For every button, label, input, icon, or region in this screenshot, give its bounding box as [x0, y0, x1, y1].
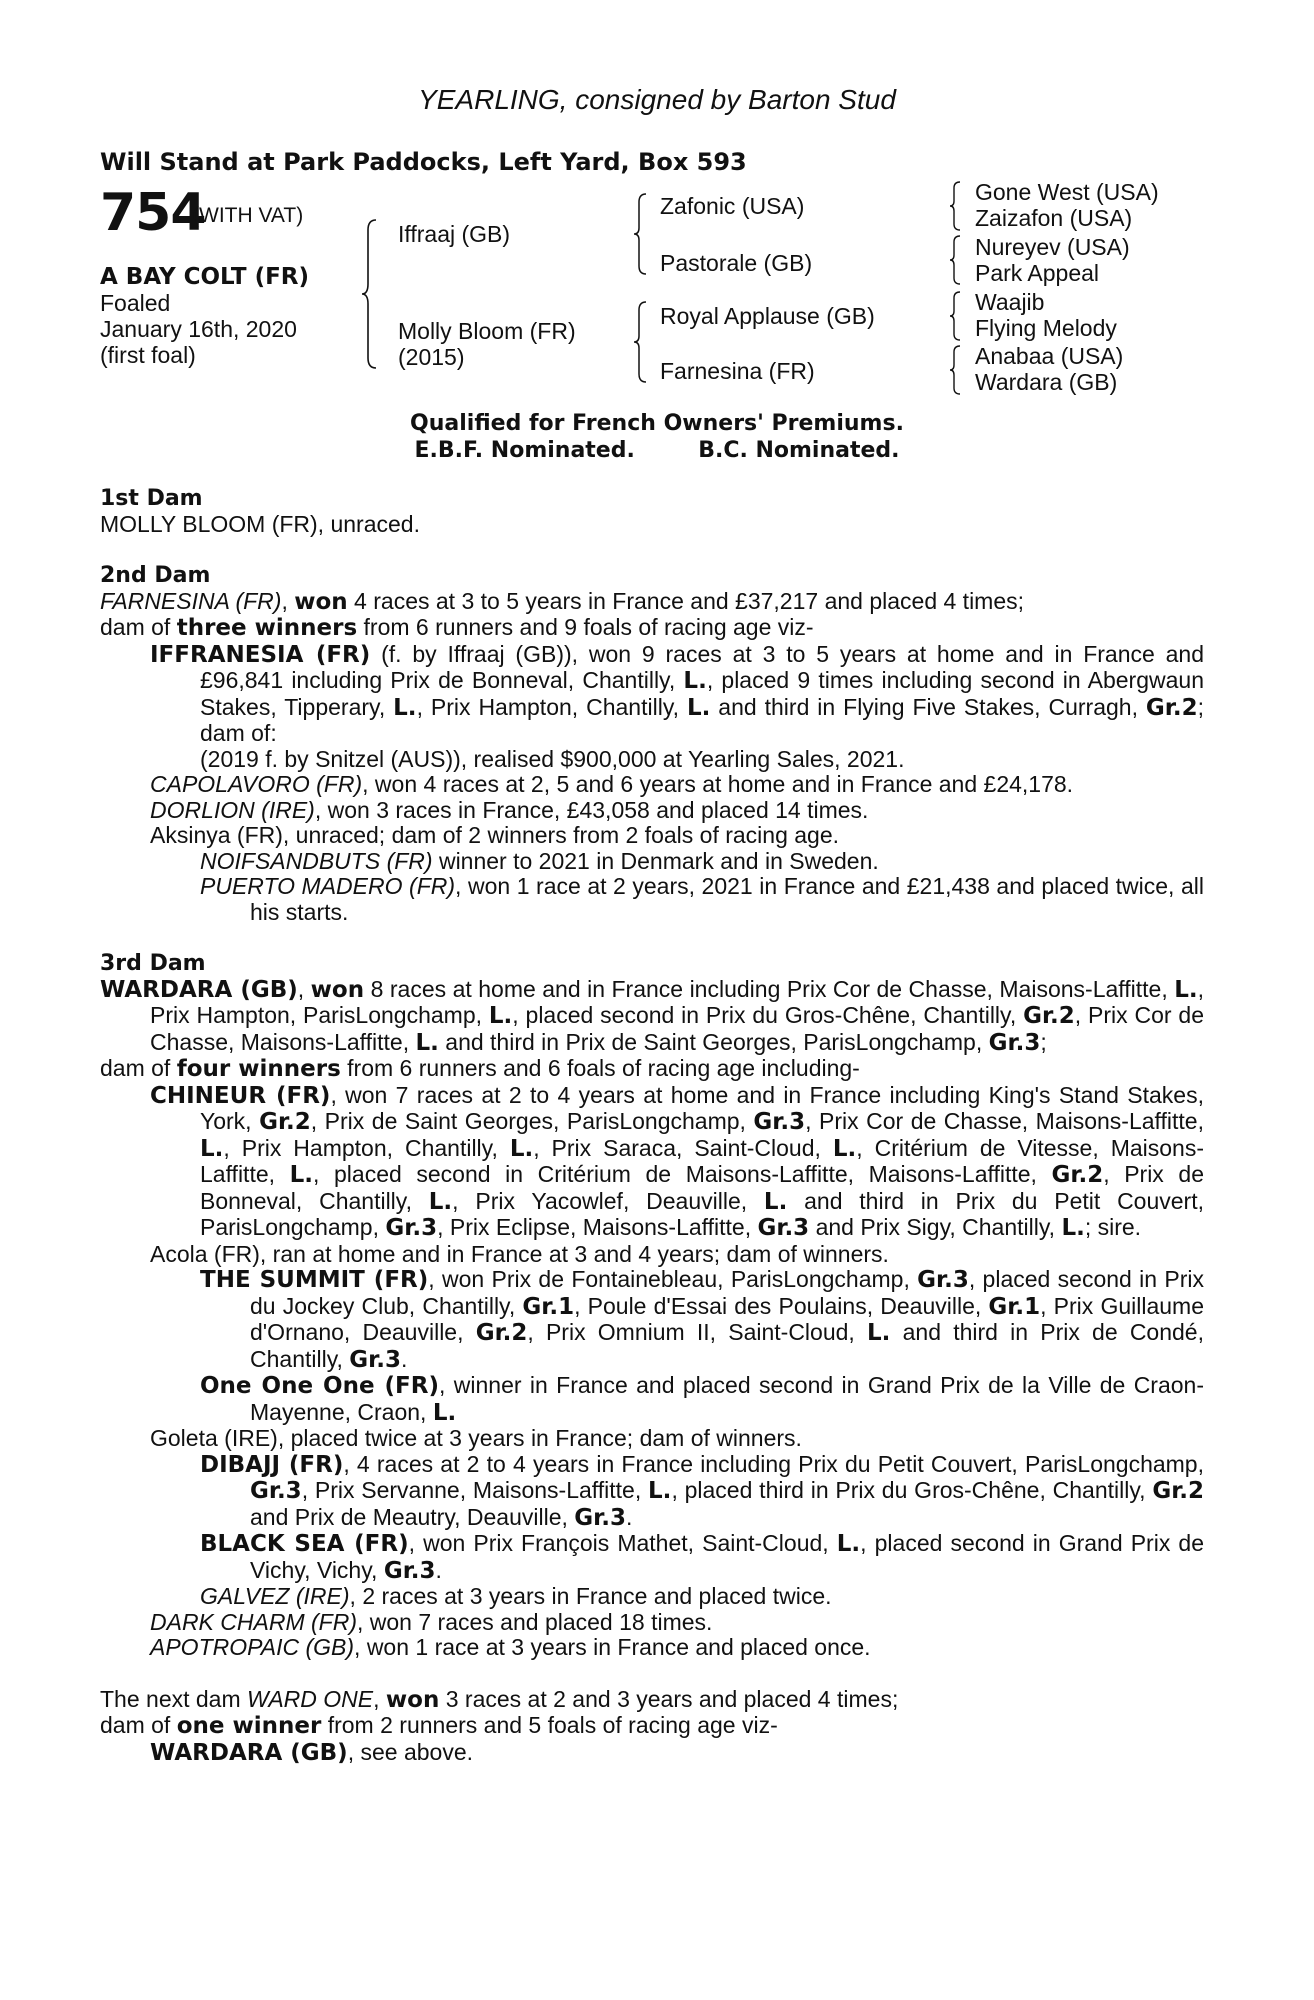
third-dam-heading: 3rd Dam	[100, 951, 206, 976]
lot-number: 754	[100, 183, 206, 243]
dam-sire: Royal Applause (GB)	[660, 303, 875, 329]
list-item: IFFRANESIA (FR) (f. by Iffraaj (GB)), won 9 races at 3 to 5 years at home and in France and £96,841 including Prix de Bonneval, Chantilly, L., placed 9 times including second in Abergwaun Stakes, Tipperary, L., Prix Hampton, Chantilly, L. and third in Flying Five Stakes, Curragh, Gr.2; dam of:	[150, 640, 1205, 746]
page-title: YEARLING, consigned by Barton Stud	[418, 84, 896, 115]
list-item: CAPOLAVORO (FR), won 4 races at 2, 5 and 6 years at home and in France and £24,178.	[150, 771, 1074, 797]
foaled-label: Foaled	[100, 290, 171, 316]
pedigree-brace-main	[360, 218, 380, 370]
grandparent-6: Flying Melody	[975, 315, 1117, 341]
list-item: BLACK SEA (FR), won Prix François Mathet, Saint-Cloud, L., placed second in Grand Prix de Vichy, Vichy, Gr.3.	[200, 1530, 1204, 1584]
list-item: (2019 f. by Snitzel (AUS)), realised $900,000 at Yearling Sales, 2021.	[200, 745, 905, 772]
vat-note: (WITH VAT)	[192, 204, 304, 227]
stand-location: Will Stand at Park Paddocks, Left Yard, Box 593	[100, 148, 747, 176]
french-premiums: Qualified for French Owners' Premiums.	[410, 411, 904, 436]
list-item: PUERTO MADERO (FR), won 1 race at 2 years, 2021 in France and £21,438 and placed twice, all his starts.	[200, 873, 1204, 925]
list-item: DIBAJJ (FR), 4 races at 2 to 4 years in France including Prix du Petit Couvert, ParisLongchamp, Gr.3, Prix Servanne, Maisons-Laffitte, L., placed third in Prix du Gros-Chêne, Chantilly, Gr.2 and Prix de Meautry, Deauville, Gr.3.	[200, 1450, 1204, 1531]
dam-year: (2015)	[398, 344, 465, 370]
grandparent-1: Gone West (USA)	[975, 179, 1159, 205]
next-dam-produce: dam of one winner from 2 runners and 5 foals of racing age viz-	[100, 1712, 778, 1739]
grandparent-4: Park Appeal	[975, 260, 1100, 286]
dam-name: Molly Bloom (FR)	[398, 318, 576, 344]
sire-sire: Zafonic (USA)	[660, 193, 805, 219]
list-item: CHINEUR (FR), won 7 races at 2 to 4 years at home and in France including King's Stand Stakes, York, Gr.2, Prix de Saint Georges, ParisLongchamp, Gr.3, Prix Cor de Chasse, Maisons-Laffitte, L., Prix Hampton, Chantilly, L., Prix Saraca, Saint-Cloud, L., Critérium de Vitesse, Maisons-Laffitte, L., placed second in Critérium de Maisons-Laffitte, Maisons-Laffitte, Gr.2, Prix de Bonneval, Chantilly, L., Prix Yacowlef, Deauville, L. and third in Prix du Petit Couvert, ParisLongchamp, Gr.3, Prix Eclipse, Maisons-Laffitte, Gr.3 and Prix Sigy, Chantilly, L.; sire.	[150, 1081, 1205, 1241]
second-dam-heading: 2nd Dam	[100, 563, 211, 588]
catalogue-body	[100, 486, 1204, 1766]
list-item: GALVEZ (IRE), 2 races at 3 years in France and placed twice.	[200, 1583, 832, 1609]
pedigree-brace-sire	[632, 192, 648, 276]
qualifications	[0, 410, 1314, 464]
grandparent-5: Waajib	[975, 289, 1045, 315]
nominations	[0, 437, 1314, 464]
pedigree-brace-g3	[948, 290, 962, 342]
first-dam-text: MOLLY BLOOM (FR), unraced.	[100, 510, 420, 537]
grandparent-3: Nureyev (USA)	[975, 234, 1130, 260]
grandparent-7: Anabaa (USA)	[975, 343, 1124, 369]
ebf-nominated: E.B.F. Nominated.	[414, 438, 635, 463]
third-dam-record: WARDARA (GB), won 8 races at home and in France including Prix Cor de Chasse, Maisons-Laffitte, L., Prix Hampton, ParisLongchamp, L., placed second in Prix du Gros-Chêne, Chantilly, Gr.2, Prix Cor de Chasse, Maisons-Laffitte, L. and third in Prix de Saint Georges, ParisLongchamp, Gr.3;	[100, 975, 1204, 1056]
pedigree-brace-g4	[948, 344, 962, 396]
pedigree-brace-g1	[948, 180, 962, 232]
list-item: DORLION (IRE), won 3 races in France, £43,058 and placed 14 times.	[150, 796, 869, 823]
list-item: THE SUMMIT (FR), won Prix de Fontainebleau, ParisLongchamp, Gr.3, placed second in Prix du Jockey Club, Chantilly, Gr.1, Poule d'Essai des Poulains, Deauville, Gr.1, Prix Guillaume d'Ornano, Deauville, Gr.2, Prix Omnium II, Saint-Cloud, L. and third in Prix de Condé, Chantilly, Gr.3.	[200, 1266, 1204, 1373]
list-item: APOTROPAIC (GB), won 1 race at 3 years in France and placed once.	[150, 1634, 871, 1660]
next-dam-record: The next dam WARD ONE, won 3 races at 2 and 3 years and placed 4 times;	[100, 1685, 899, 1713]
pedigree-brace-dam	[632, 300, 648, 384]
pedigree-brace-g2	[948, 234, 962, 286]
list-item: Goleta (IRE), placed twice at 3 years in France; dam of winners.	[150, 1425, 802, 1451]
list-item: One One One (FR), winner in France and placed second in Grand Prix de la Ville de Craon-Mayenne, Craon, L.	[200, 1372, 1205, 1426]
first-dam-heading: 1st Dam	[100, 486, 203, 511]
dam-dam: Farnesina (FR)	[660, 358, 815, 384]
grandparent-8: Wardara (GB)	[975, 369, 1118, 395]
bc-nominated: B.C. Nominated.	[698, 438, 900, 463]
list-item: WARDARA (GB), see above.	[150, 1738, 474, 1766]
grandparent-2: Zaizafon (USA)	[975, 205, 1133, 231]
list-item: NOIFSANDBUTS (FR) winner to 2021 in Denmark and in Sweden.	[200, 847, 879, 874]
list-item: Aksinya (FR), unraced; dam of 2 winners from 2 foals of racing age.	[150, 822, 840, 848]
list-item: Acola (FR), ran at home and in France at 3 and 4 years; dam of winners.	[150, 1240, 889, 1267]
sire-dam: Pastorale (GB)	[660, 250, 813, 276]
horse-description: A BAY COLT (FR)	[100, 264, 310, 290]
foal-note: (first foal)	[100, 342, 196, 368]
sire-name: Iffraaj (GB)	[398, 221, 511, 247]
foaled-date: January 16th, 2020	[100, 316, 297, 342]
third-dam-produce: dam of four winners from 6 runners and 6 foals of racing age including-	[100, 1055, 860, 1082]
list-item: DARK CHARM (FR), won 7 races and placed 18 times.	[150, 1608, 713, 1635]
foaling-info	[100, 290, 297, 368]
second-dam-produce: dam of three winners from 6 runners and 9 foals of racing age viz-	[100, 614, 814, 641]
second-dam-record: FARNESINA (FR), won 4 races at 3 to 5 years in France and £37,217 and placed 4 times;	[100, 587, 1025, 615]
